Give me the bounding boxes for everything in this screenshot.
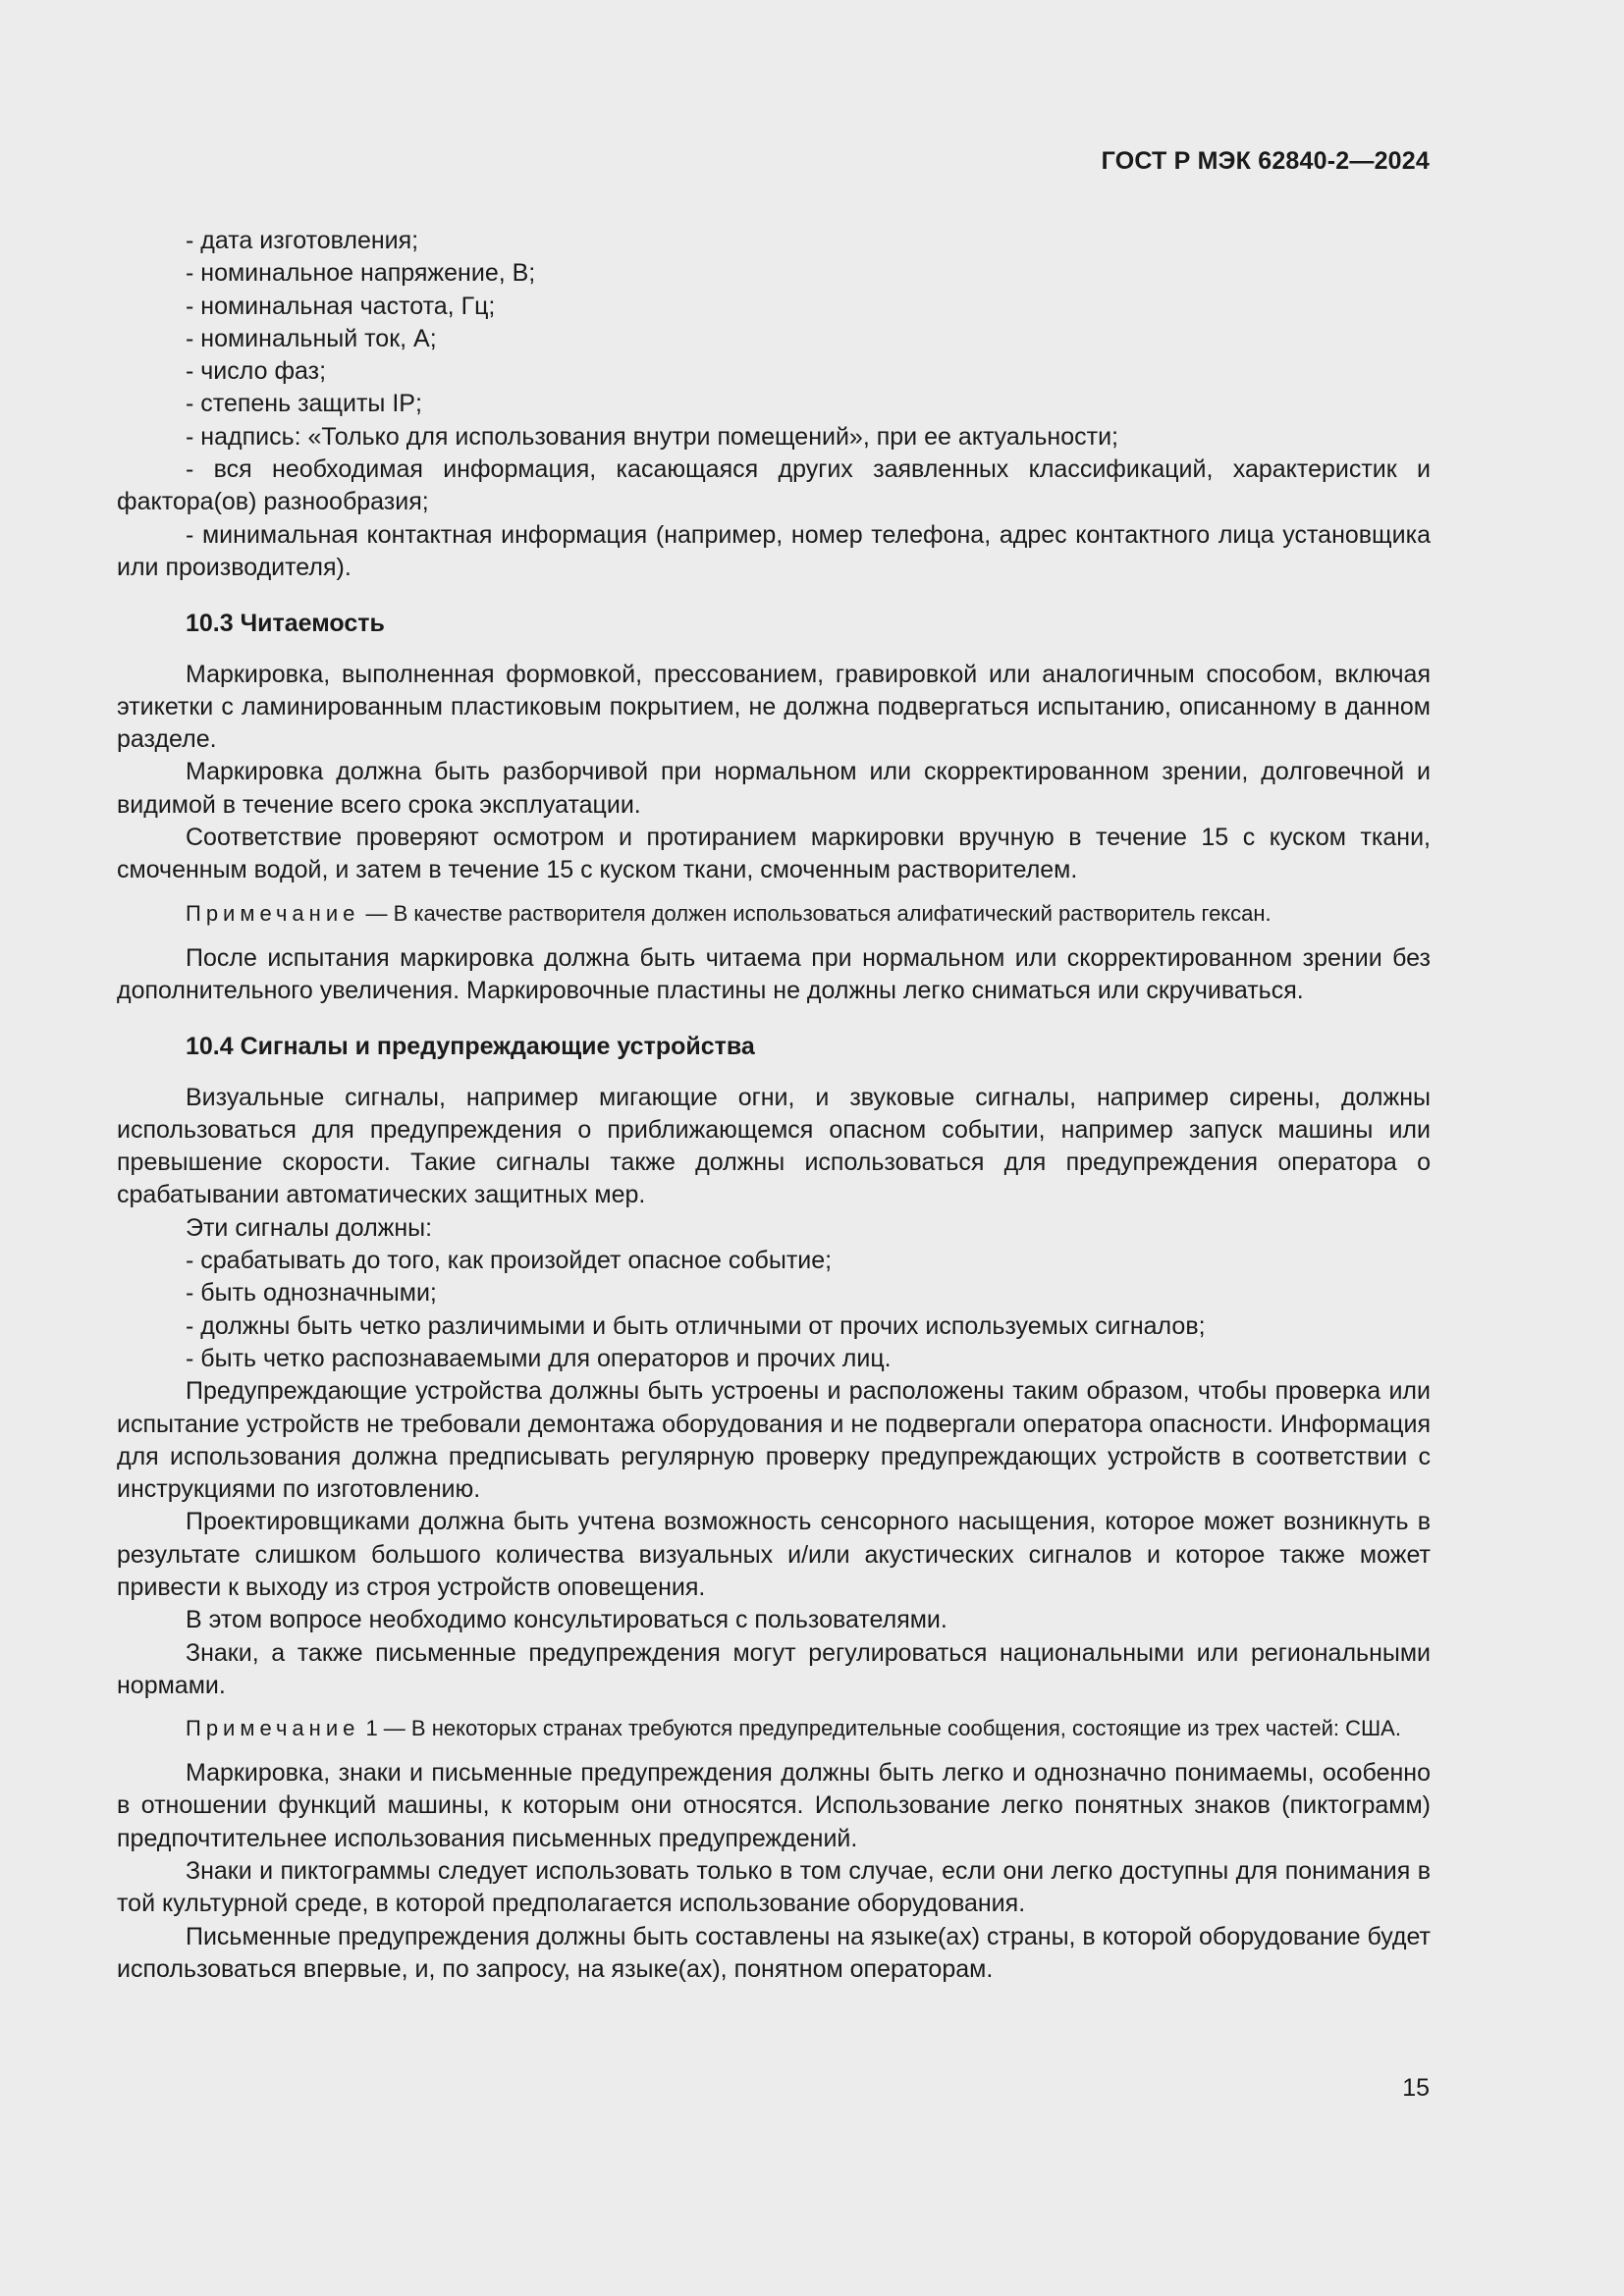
paragraph: Знаки и пиктограммы следует использовать только в том случае, если они легко доступны для понимания в той культурной среде, в которой предполагается использование оборудования.	[117, 1857, 1431, 1918]
note-text: — В качестве растворителя должен использоваться алифатический растворитель гексан.	[359, 900, 1272, 926]
paragraph: Маркировка, выполненная формовкой, прессованием, гравировкой или аналогичным способом, включая этикетки с ламинированным пластиковым покрытием, не должна подвергаться испытанию, описанному в данном разделе.	[117, 660, 1431, 754]
paragraph: Визуальные сигналы, например мигающие огни, и звуковые сигналы, например сирены, должны использоваться для предупреждения о приближающемся опасном событии, например запуск машины или превышение скорости. Такие сигналы также должны использоваться для предупреждения оператора о срабатывании автоматических защитных мер.	[117, 1083, 1431, 1209]
page-number: 15	[1402, 2074, 1430, 2102]
list-item-classifications: - вся необходимая информация, касающаяся других заявленных классификаций, характеристик и фактора(ов) разнообразия;	[117, 455, 1431, 516]
paragraph: Предупреждающие устройства должны быть устроены и расположены таким образом, чтобы проверка или испытание устройств не требовали демонтажа оборудования и не подвергали оператора опасности. Информация для использования должна предписывать регулярную проверку предупреждающих устройств в соответствии с инструкциями по изготовлению.	[117, 1377, 1431, 1504]
list-item: - быть четко распознаваемыми для операторов и прочих лиц.	[186, 1344, 892, 1372]
list-item-contact: - минимальная контактная информация (например, номер телефона, адрес контактного лица установщика или производителя).	[117, 520, 1431, 581]
note-label: Примечание	[186, 1716, 360, 1741]
paragraph: Маркировка должна быть разборчивой при нормальном или скорректированном зрении, долговечной и видимой в течение всего срока эксплуатации.	[117, 758, 1431, 819]
list-item: - надпись: «Только для использования внутри помещений», при ее актуальности;	[186, 422, 1118, 451]
paragraph: Письменные предупреждения должны быть составлены на языке(ах) страны, в которой оборудование будет использоваться впервые, и, по запросу, на языке(ах), понятном операторам.	[117, 1922, 1432, 1983]
paragraph: Знаки, а также письменные предупреждения могут регулироваться национальными или региональными нормами.	[117, 1638, 1431, 1699]
paragraph: Эти сигналы должны:	[186, 1213, 433, 1242]
list-item: - номинальное напряжение, В;	[186, 259, 536, 288]
list-item: - дата изготовления;	[186, 227, 419, 254]
paragraph: Проектировщиками должна быть учтена возможность сенсорного насыщения, которое может возникнуть в результате слишком большого количества визуальных и/или акустических сигналов и которое также может привести к выходу из строя устройств оповещения.	[117, 1508, 1431, 1601]
list-item: - срабатывать до того, как произойдет опасное событие;	[186, 1247, 833, 1275]
page-content	[117, 225, 1431, 1986]
list-item: - число фаз;	[186, 357, 327, 386]
paragraph: Маркировка, знаки и письменные предупреждения должны быть легко и однозначно понимаемы, особенно в отношении функций машины, к которым они относятся. Использование легко понятных знаков (пиктограмм) предпочтительнее использования письменных предупреждений.	[117, 1759, 1431, 1852]
list-item: - номинальная частота, Гц;	[186, 292, 496, 320]
note-label: Примечание	[186, 900, 360, 926]
paragraph: Соответствие проверяют осмотром и протиранием маркировки вручную в течение 15 с куском ткани, смоченным водой, и затем в течение 15 с куском ткани, смоченным растворителем.	[117, 824, 1431, 884]
paragraph: В этом вопросе необходимо консультироваться с пользователями.	[186, 1606, 947, 1634]
section-heading-10-3: 10.3 Читаемость	[186, 610, 385, 638]
section-heading-10-4: 10.4 Сигналы и предупреждающие устройства	[186, 1033, 755, 1061]
note	[117, 1714, 1431, 1743]
paragraph: После испытания маркировка должна быть читаема при нормальном или скорректированном зрении без дополнительного увеличения. Маркировочные пластины не должны легко сниматься или скручиваться.	[117, 943, 1431, 1004]
document-number-header: ГОСТ Р МЭК 62840-2—2024	[1101, 147, 1430, 175]
list-item: - номинальный ток, А;	[186, 324, 437, 352]
list-item: - должны быть четко различимыми и быть отличными от прочих используемых сигналов;	[186, 1311, 1206, 1340]
note-text: 1 — В некоторых странах требуются предупредительные сообщения, состоящие из трех частей: США.	[359, 1716, 1401, 1741]
list-item: - степень защиты IP;	[186, 390, 422, 418]
list-item: - быть однозначными;	[186, 1279, 437, 1308]
note	[117, 899, 1431, 929]
